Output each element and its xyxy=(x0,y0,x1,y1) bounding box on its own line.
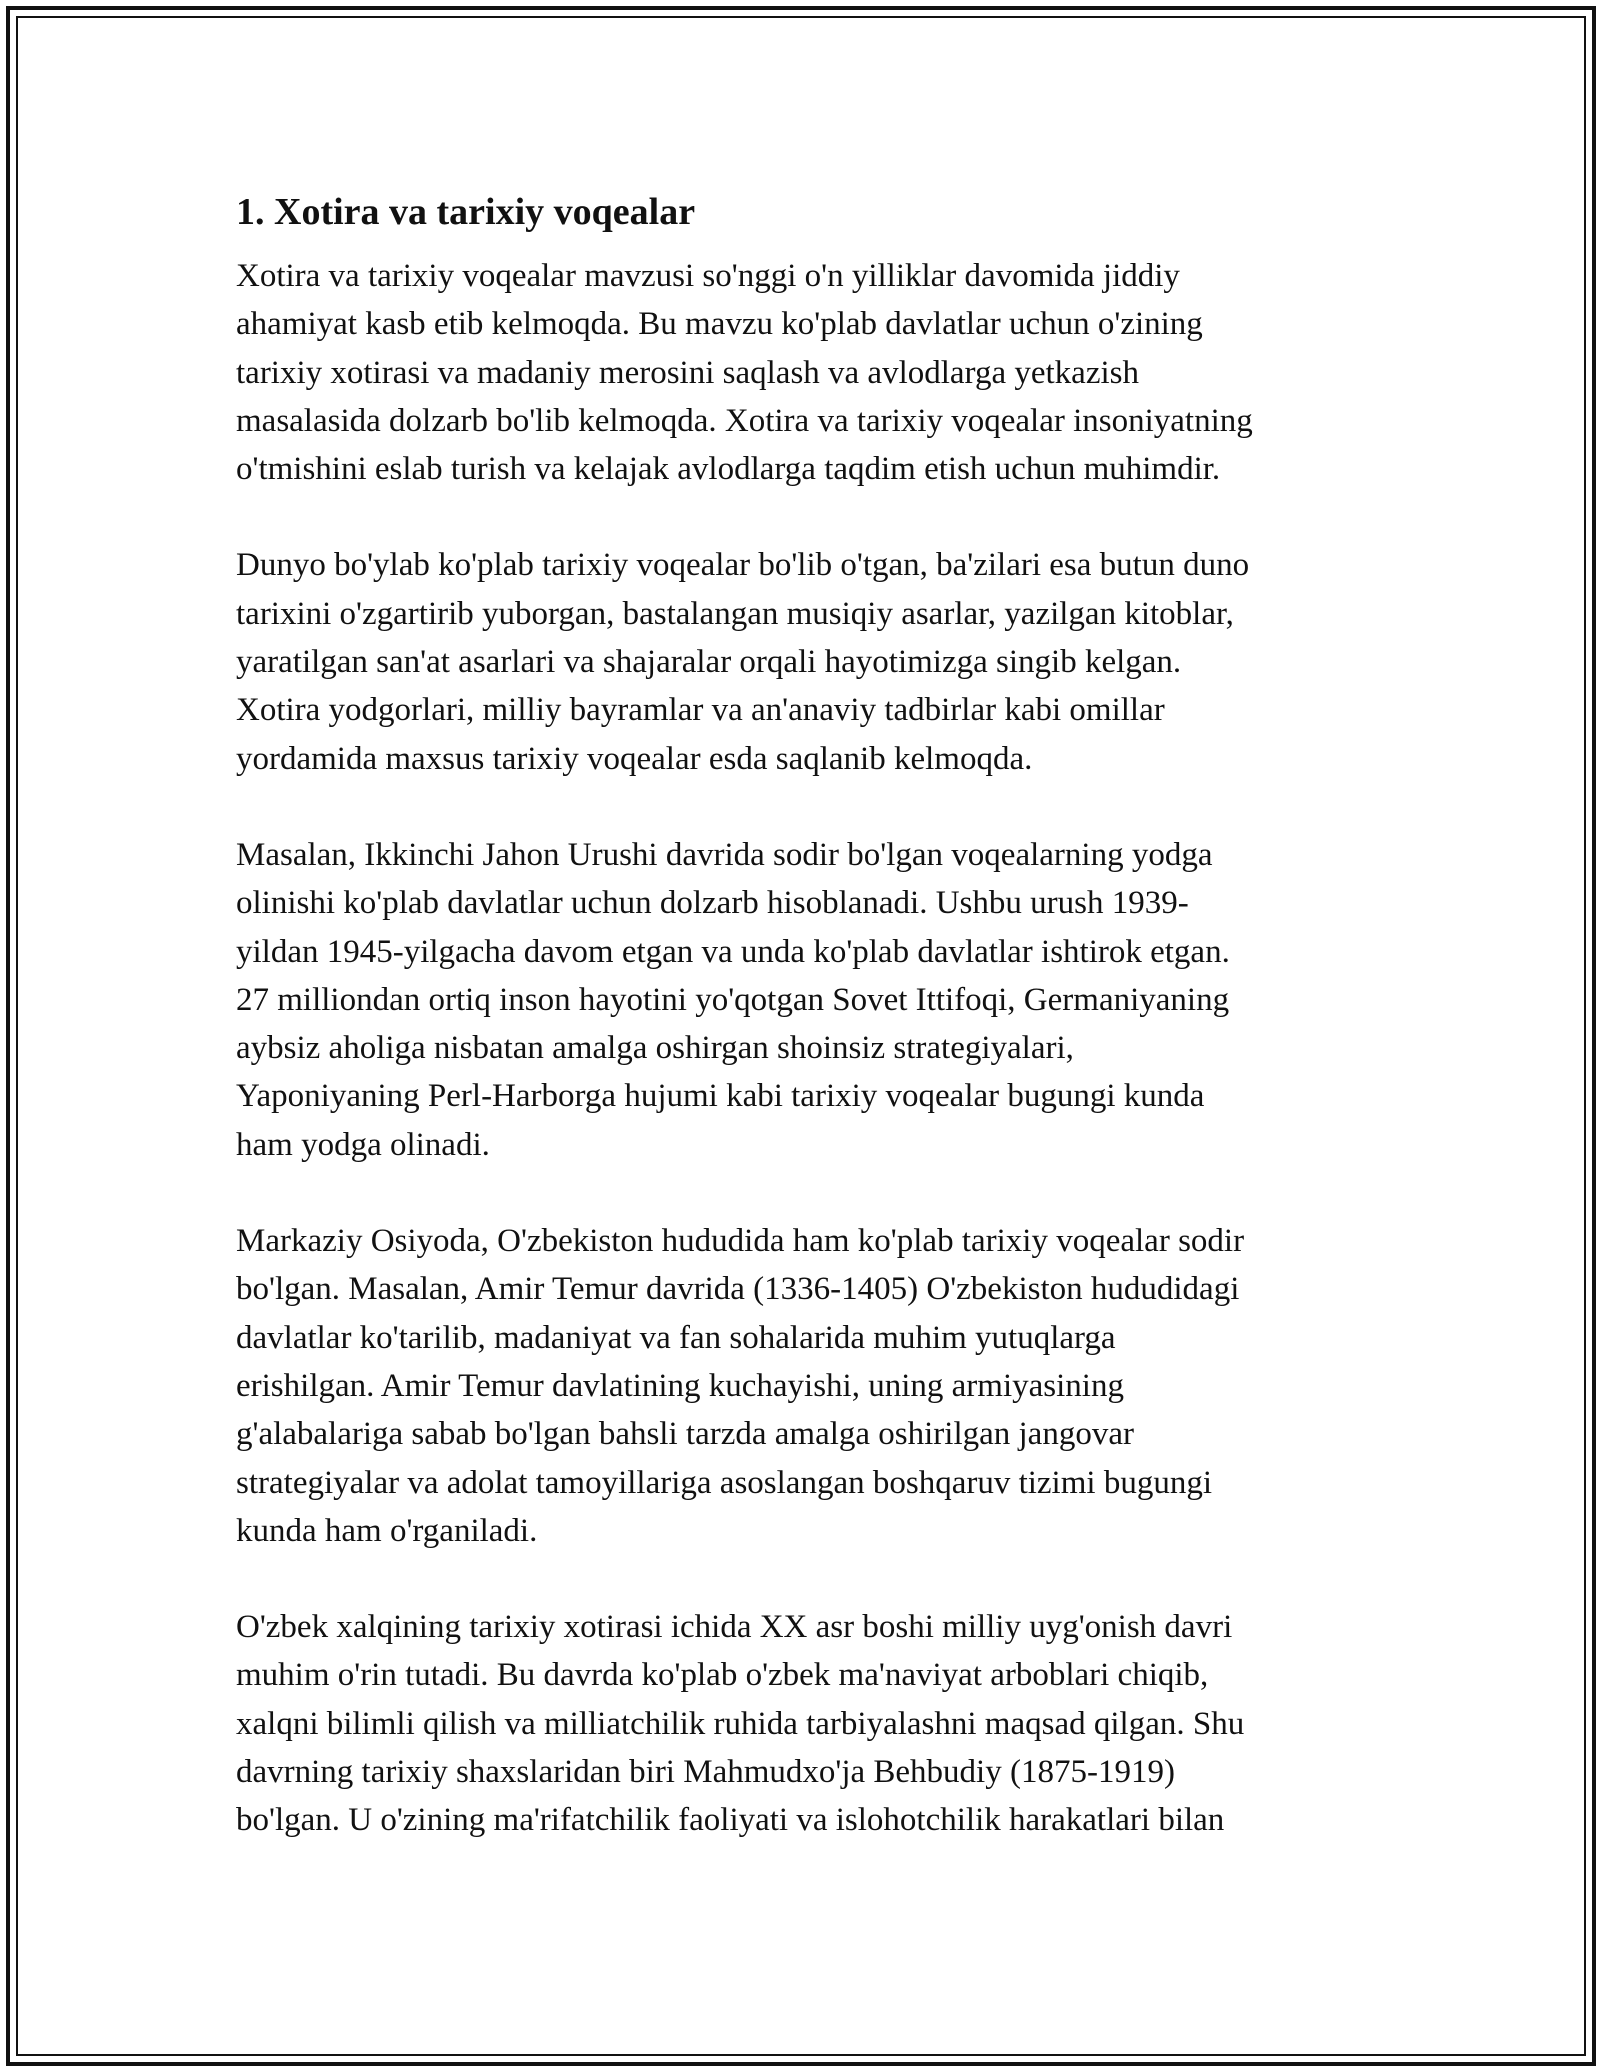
text-line: g'alabalariga sabab bo'lgan bahsli tarzda amalga oshirilgan jangovar xyxy=(236,1416,1134,1453)
text-line: bo'lgan. U o'zining ma'rifatchilik faoliyati va islohotchilik harakatlari bilan xyxy=(236,1802,1225,1839)
paragraph-4 xyxy=(236,1217,1376,1555)
section-heading: 1. Xotira va tarixiy voqealar xyxy=(236,191,696,233)
text-line: tarixini o'zgartirib yuborgan, bastalangan musiqiy asarlar, yazilgan kitoblar, xyxy=(236,595,1234,632)
text-line: bo'lgan. Masalan, Amir Temur davrida (1336-1405) O'zbekiston hududidagi xyxy=(236,1271,1240,1308)
text-line: kunda ham o'rganiladi. xyxy=(236,1512,538,1549)
text-line: yildan 1945-yilgacha davom etgan va unda ko'plab davlatlar ishtirok etgan. xyxy=(236,933,1230,970)
text-line: strategiyalar va adolat tamoyillariga asoslangan boshqaruv tizimi bugungi xyxy=(236,1464,1212,1501)
text-line: Xotira yodgorlari, milliy bayramlar va an'anaviy tadbirlar kabi omillar xyxy=(236,692,1165,729)
text-line: ham yodga olinadi. xyxy=(236,1126,490,1163)
text-line: tarixiy xotirasi va madaniy merosini saqlash va avlodlarga yetkazish xyxy=(236,354,1139,391)
text-line: o'tmishini eslab turish va kelajak avlodlarga taqdim etish uchun muhimdir. xyxy=(236,451,1221,488)
text-line: erishilgan. Amir Temur davlatining kuchayishi, uning armiyasining xyxy=(236,1367,1124,1404)
text-line: Markaziy Osiyoda, O'zbekiston hududida ham ko'plab tarixiy voqealar sodir xyxy=(236,1223,1245,1260)
paragraph-5 xyxy=(236,1603,1376,1844)
text-line: Xotira va tarixiy voqealar mavzusi so'nggi o'n yilliklar davomida jiddiy xyxy=(236,258,1180,294)
text-line: olinishi ko'plab davlatlar uchun dolzarb hisoblanadi. Ushbu urush 1939- xyxy=(236,885,1189,922)
text-line: 27 milliondan ortiq inson hayotini yo'qotgan Sovet Ittifoqi, Germaniyaning xyxy=(236,981,1230,1018)
text-line: Masalan, Ikkinchi Jahon Urushi davrida sodir bo'lgan voqealarning yodga xyxy=(236,836,1213,873)
text-line: O'zbek xalqining tarixiy xotirasi ichida XX asr boshi milliy uyg'onish davri xyxy=(236,1609,1233,1646)
text-line: aybsiz aholiga nisbatan amalga oshirgan shoinsiz strategiyalari, xyxy=(236,1030,1074,1067)
text-line: Dunyo bo'ylab ko'plab tarixiy voqealar bo'lib o'tgan, ba'zilari esa butun duno xyxy=(236,547,1250,584)
paragraph-3 xyxy=(236,831,1376,1169)
text-line: xalqni bilimli qilish va milliatchilik ruhida tarbiyalashni maqsad qilgan. Shu xyxy=(236,1705,1245,1742)
paragraph-1 xyxy=(236,252,1376,493)
text-line: Yaponiyaning Perl-Harborga hujumi kabi tarixiy voqealar bugungi kunda xyxy=(236,1078,1205,1115)
text-line: masalasida dolzarb bo'lib kelmoqda. Xotira va tarixiy voqealar insoniyatning xyxy=(236,402,1253,439)
text-line: yaratilgan san'at asarlari va shajaralar orqali hayotimizga singib kelgan. xyxy=(236,644,1182,681)
document-body xyxy=(236,186,1376,1893)
text-line: yordamida maxsus tarixiy voqealar esda saqlanib kelmoqda. xyxy=(236,740,1033,777)
text-line: ahamiyat kasb etib kelmoqda. Bu mavzu ko'plab davlatlar uchun o'zining xyxy=(236,306,1203,343)
text-line: muhim o'rin tutadi. Bu davrda ko'plab o'zbek ma'naviyat arboblari chiqib, xyxy=(236,1657,1209,1694)
text-line: davlatlar ko'tarilib, madaniyat va fan sohalarida muhim yutuqlarga xyxy=(236,1319,1116,1356)
text-line: davrning tarixiy shaxslaridan biri Mahmudxo'ja Behbudiy (1875-1919) xyxy=(236,1754,1175,1791)
paragraph-2 xyxy=(236,541,1376,782)
